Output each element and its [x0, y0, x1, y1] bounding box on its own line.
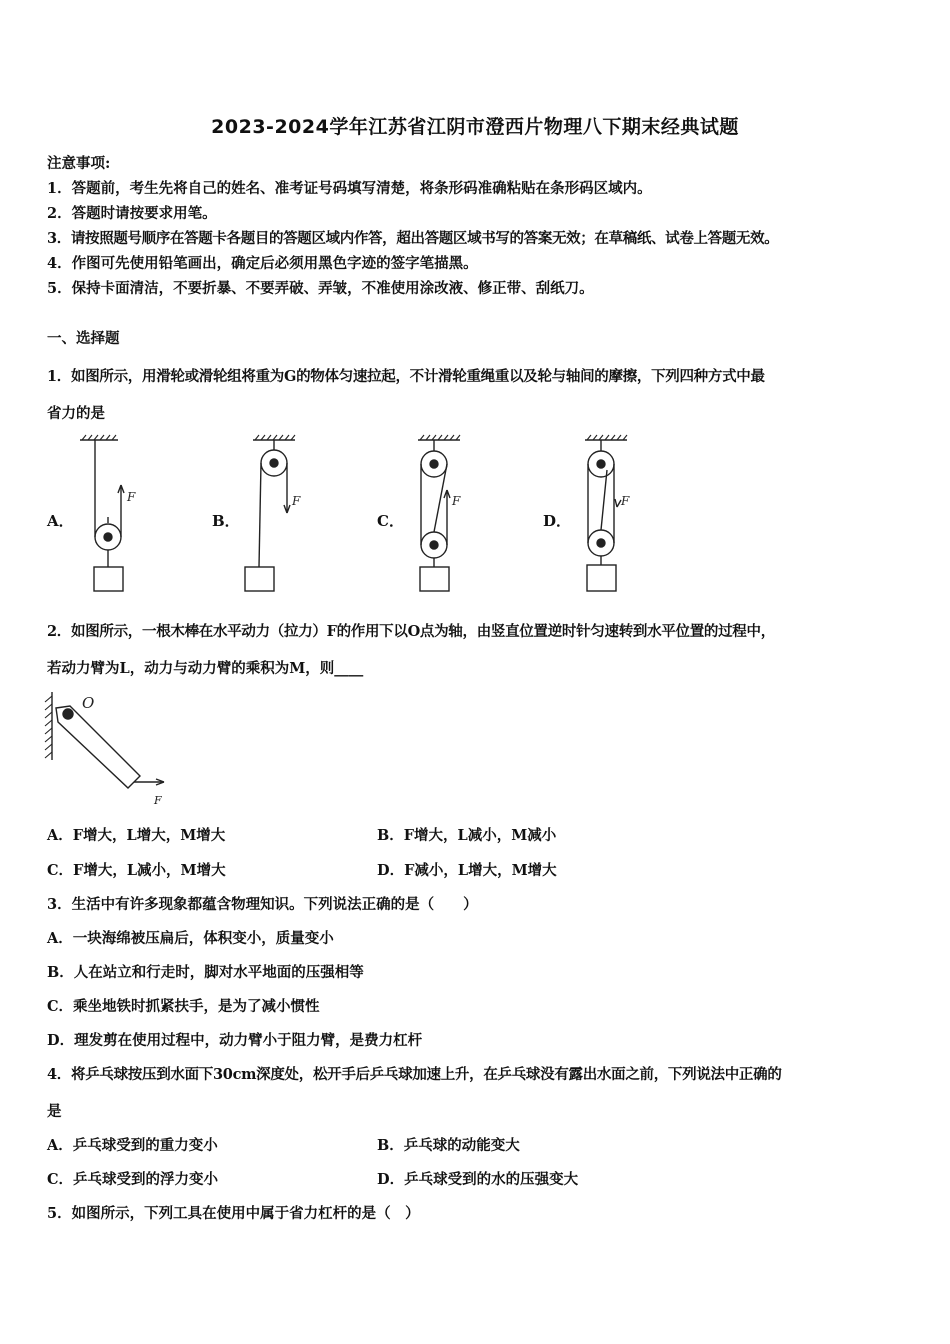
- pulley-hub: [597, 460, 605, 468]
- q3-stem: 3．生活中有许多现象都蕴含物理知识。下列说法正确的是（ ）: [47, 896, 478, 913]
- q1-stem-line1: 1．如图所示，用滑轮或滑轮组将重为G的物体匀速拉起，不计滑轮重绳重以及轮与轴间的摩擦，下列四种方式中最: [47, 368, 765, 385]
- weight-block: [245, 567, 274, 591]
- ceiling-hatch: [82, 435, 116, 440]
- notice-item: 3．请按照题号顺序在答题卡各题目的答题区域内作答，超出答题区域书写的答案无效；在草稿纸、试卷上答题无效。: [47, 230, 779, 247]
- pulley-hub: [430, 541, 438, 549]
- notice-item: 2．答题时请按要求用笔。: [47, 205, 217, 222]
- q2-option-c[interactable]: C．F增大，L减小，M增大: [47, 862, 226, 879]
- q4-stem-line1: 4．将乒乓球按压到水面下30cm深度处，松开手后乒乓球加速上升，在乒乓球没有露出水面之前，下列说法中正确的: [47, 1066, 782, 1083]
- weight-block: [420, 567, 449, 591]
- pulley-hub: [597, 539, 605, 547]
- weight-block: [94, 567, 123, 591]
- q1-option-b-label[interactable]: B．: [212, 512, 240, 530]
- q4-option-d[interactable]: D．乒乓球受到的水的压强变大: [377, 1171, 579, 1188]
- force-label: F: [452, 494, 461, 508]
- notice-item: 4．作图可先使用铅笔画出，确定后必须用黑色字迹的签字笔描黑。: [47, 255, 478, 272]
- q1-stem-line2: 省力的是: [47, 405, 105, 422]
- notice-heading: 注意事项:: [47, 155, 111, 172]
- force-label: F: [621, 494, 630, 508]
- pulley-figure-d: [577, 435, 647, 595]
- weight-block: [587, 565, 616, 591]
- lever-figure: [42, 690, 182, 810]
- q4-option-a[interactable]: A．乒乓球受到的重力变小: [47, 1137, 218, 1154]
- rope: [601, 470, 607, 530]
- q2-stem-line1: 2．如图所示，一根木棒在水平动力（拉力）F的作用下以O点为轴，由竖直位置逆时针匀速转到水平位置的过程中，: [47, 623, 775, 640]
- rope: [434, 464, 447, 532]
- ceiling-hatch: [587, 435, 627, 440]
- q1-option-d-label[interactable]: D．: [543, 512, 572, 530]
- pulley-hub: [104, 533, 112, 541]
- q2-option-a[interactable]: A．F增大，L增大，M增大: [47, 827, 226, 844]
- wall-hatch: [45, 696, 52, 758]
- pulley-hub: [270, 459, 278, 467]
- q4-stem-line2: 是: [47, 1103, 62, 1120]
- q3-option-d[interactable]: D．理发剪在使用过程中，动力臂小于阻力臂，是费力杠杆: [47, 1032, 423, 1049]
- page-title: 2023-2024学年江苏省江阴市澄西片物理八下期末经典试题: [211, 116, 739, 138]
- pivot: [63, 709, 73, 719]
- q1-option-c-label[interactable]: C．: [377, 512, 404, 530]
- q4-option-b[interactable]: B．乒乓球的动能变大: [377, 1137, 520, 1154]
- force-label: F: [154, 794, 162, 807]
- force-label: F: [292, 494, 301, 508]
- notice-item: 1．答题前，考生先将自己的姓名、准考证号码填写清楚，将条形码准确粘贴在条形码区域内。: [47, 180, 652, 197]
- q2-option-d[interactable]: D．F减小，L增大，M增大: [377, 862, 557, 879]
- q3-option-b[interactable]: B．人在站立和行走时，脚对水平地面的压强相等: [47, 964, 364, 981]
- pulley-hub: [430, 460, 438, 468]
- ceiling-hatch: [255, 435, 295, 440]
- q2-option-b[interactable]: B．F增大，L减小，M减小: [377, 827, 557, 844]
- q3-option-a[interactable]: A．一块海绵被压扁后，体积变小，质量变小: [47, 930, 334, 947]
- force-label: F: [127, 490, 136, 504]
- q5-stem: 5．如图所示，下列工具在使用中属于省力杠杆的是（ ）: [47, 1205, 420, 1222]
- pulley-figure-a: [78, 435, 148, 595]
- section-heading: 一、选择题: [47, 330, 120, 347]
- ceiling-hatch: [420, 435, 460, 440]
- q4-option-c[interactable]: C．乒乓球受到的浮力变小: [47, 1171, 219, 1188]
- q3-option-c[interactable]: C．乘坐地铁时抓紧扶手，是为了减小惯性: [47, 998, 320, 1015]
- pulley-figure-c: [410, 435, 480, 595]
- pivot-label: O: [82, 694, 95, 712]
- rope: [259, 463, 261, 567]
- pulley-figure-b: [245, 435, 315, 595]
- notice-item: 5．保持卡面清洁，不要折暴、不要弄破、弄皱，不准使用涂改液、修正带、刮纸刀。: [47, 280, 594, 297]
- q2-stem-line2: 若动力臂为L，动力与动力臂的乘积为M，则____: [47, 660, 364, 677]
- q1-option-a-label[interactable]: A．: [47, 512, 74, 530]
